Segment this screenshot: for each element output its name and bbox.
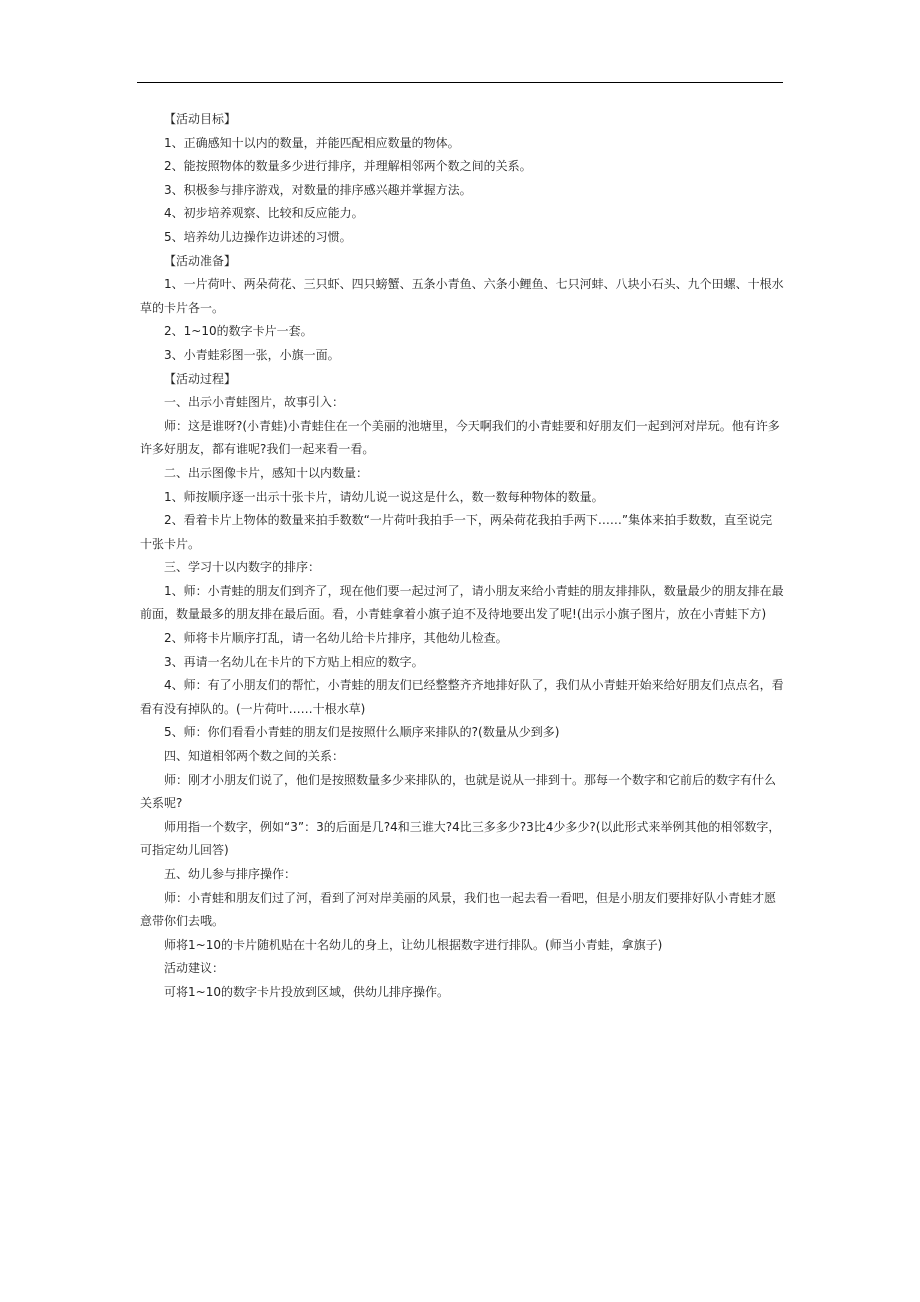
process-paragraph: 师：小青蛙和朋友们过了河，看到了河对岸美丽的风景，我们也一起去看一看吧，但是小朋友们要排好队小青蛙才愿意带你们去哦。 xyxy=(140,890,777,929)
process-paragraph: 1、师：小青蛙的朋友们到齐了，现在他们要一起过河了，请小朋友来给小青蛙的朋友排排队，数量最少的朋友排在最前面，数量最多的朋友排在最后面。看，小青蛙拿着小旗子迫不及待地要出发了呢!(出示小旗子图片，放在小青蛙下方) xyxy=(140,583,784,622)
suggestion-paragraph: 可将1~10的数字卡片投放到区域，供幼儿排序操作。 xyxy=(164,984,449,999)
process-paragraph: 师：刚才小朋友们说了，他们是按照数量多少来排队的，也就是说从一排到十。那每一个数字和它前后的数字有什么关系呢? xyxy=(140,772,777,811)
section-heading-process: 【活动过程】 xyxy=(164,371,237,386)
process-paragraph: 2、师将卡片顺序打乱，请一名幼儿给卡片排序，其他幼儿检查。 xyxy=(164,631,508,646)
goal-item: 5、培养幼儿边操作边讲述的习惯。 xyxy=(164,229,352,244)
suggestion-heading: 活动建议： xyxy=(164,961,225,976)
process-paragraph: 2、看着卡片上物体的数量来拍手数数“一片荷叶我拍手一下，两朵荷花我拍手两下……”集体来拍手数数，直至说完十张卡片。 xyxy=(140,513,773,551)
process-step-heading: 五、幼儿参与排序操作： xyxy=(164,867,297,881)
preparation-item: 3、小青蛙彩图一张，小旗一面。 xyxy=(164,347,340,362)
section-heading-goals: 【活动目标】 xyxy=(164,112,237,126)
process-paragraph: 师将1~10的卡片随机贴在十名幼儿的身上，让幼儿根据数字进行排队。(师当小青蛙，拿旗子) xyxy=(164,937,663,952)
process-step-heading: 二、出示图像卡片，感知十以内数量： xyxy=(164,465,369,480)
preparation-item: 1、一片荷叶、两朵荷花、三只虾、四只螃蟹、五条小青鱼、六条小鲤鱼、七只河蚌、八块小石头、九个田螺、十根水草的卡片各一。 xyxy=(140,277,784,315)
goal-item: 2、能按照物体的数量多少进行排序，并理解相邻两个数之间的关系。 xyxy=(164,159,532,174)
process-paragraph: 5、师：你们看看小青蛙的朋友们是按照什么顺序来排队的?(数量从少到多) xyxy=(164,725,560,740)
process-paragraph: 4、师：有了小朋友们的帮忙，小青蛙的朋友们已经整整齐齐地排好队了，我们从小青蛙开始来给好朋友们点点名，看看有没有掉队的。(一片荷叶……十根水草) xyxy=(140,678,784,716)
goal-item: 3、积极参与排序游戏，对数量的排序感兴趣并掌握方法。 xyxy=(164,182,472,197)
process-paragraph: 师用指一个数字，例如“3”：3的后面是几?4和三谁大?4比三多多少?3比4少多少?(以此形式来举例其他的相邻数字，可指定幼儿回答) xyxy=(140,819,781,858)
process-step-heading: 三、学习十以内数字的排序： xyxy=(164,560,321,575)
process-paragraph: 3、再请一名幼儿在卡片的下方贴上相应的数字。 xyxy=(164,654,424,669)
process-paragraph: 师：这是谁呀?(小青蛙)小青蛙住在一个美丽的池塘里，今天啊我们的小青蛙要和好朋友们一起到河对岸玩。他有许多许多好朋友，都有谁呢?我们一起来看一看。 xyxy=(140,418,780,457)
header-rule xyxy=(137,82,783,83)
process-paragraph: 1、师按顺序逐一出示十张卡片，请幼儿说一说这是什么，数一数每种物体的数量。 xyxy=(164,489,604,504)
document-body xyxy=(140,108,784,1005)
process-step-heading: 四、知道相邻两个数之间的关系： xyxy=(164,749,345,764)
goal-item: 4、初步培养观察、比较和反应能力。 xyxy=(164,206,364,221)
goal-item: 1、正确感知十以内的数量，并能匹配相应数量的物体。 xyxy=(164,135,460,150)
process-step-heading: 一、出示小青蛙图片，故事引入： xyxy=(164,395,345,410)
preparation-item: 2、1~10的数字卡片一套。 xyxy=(164,324,313,339)
section-heading-preparation: 【活动准备】 xyxy=(164,253,237,268)
